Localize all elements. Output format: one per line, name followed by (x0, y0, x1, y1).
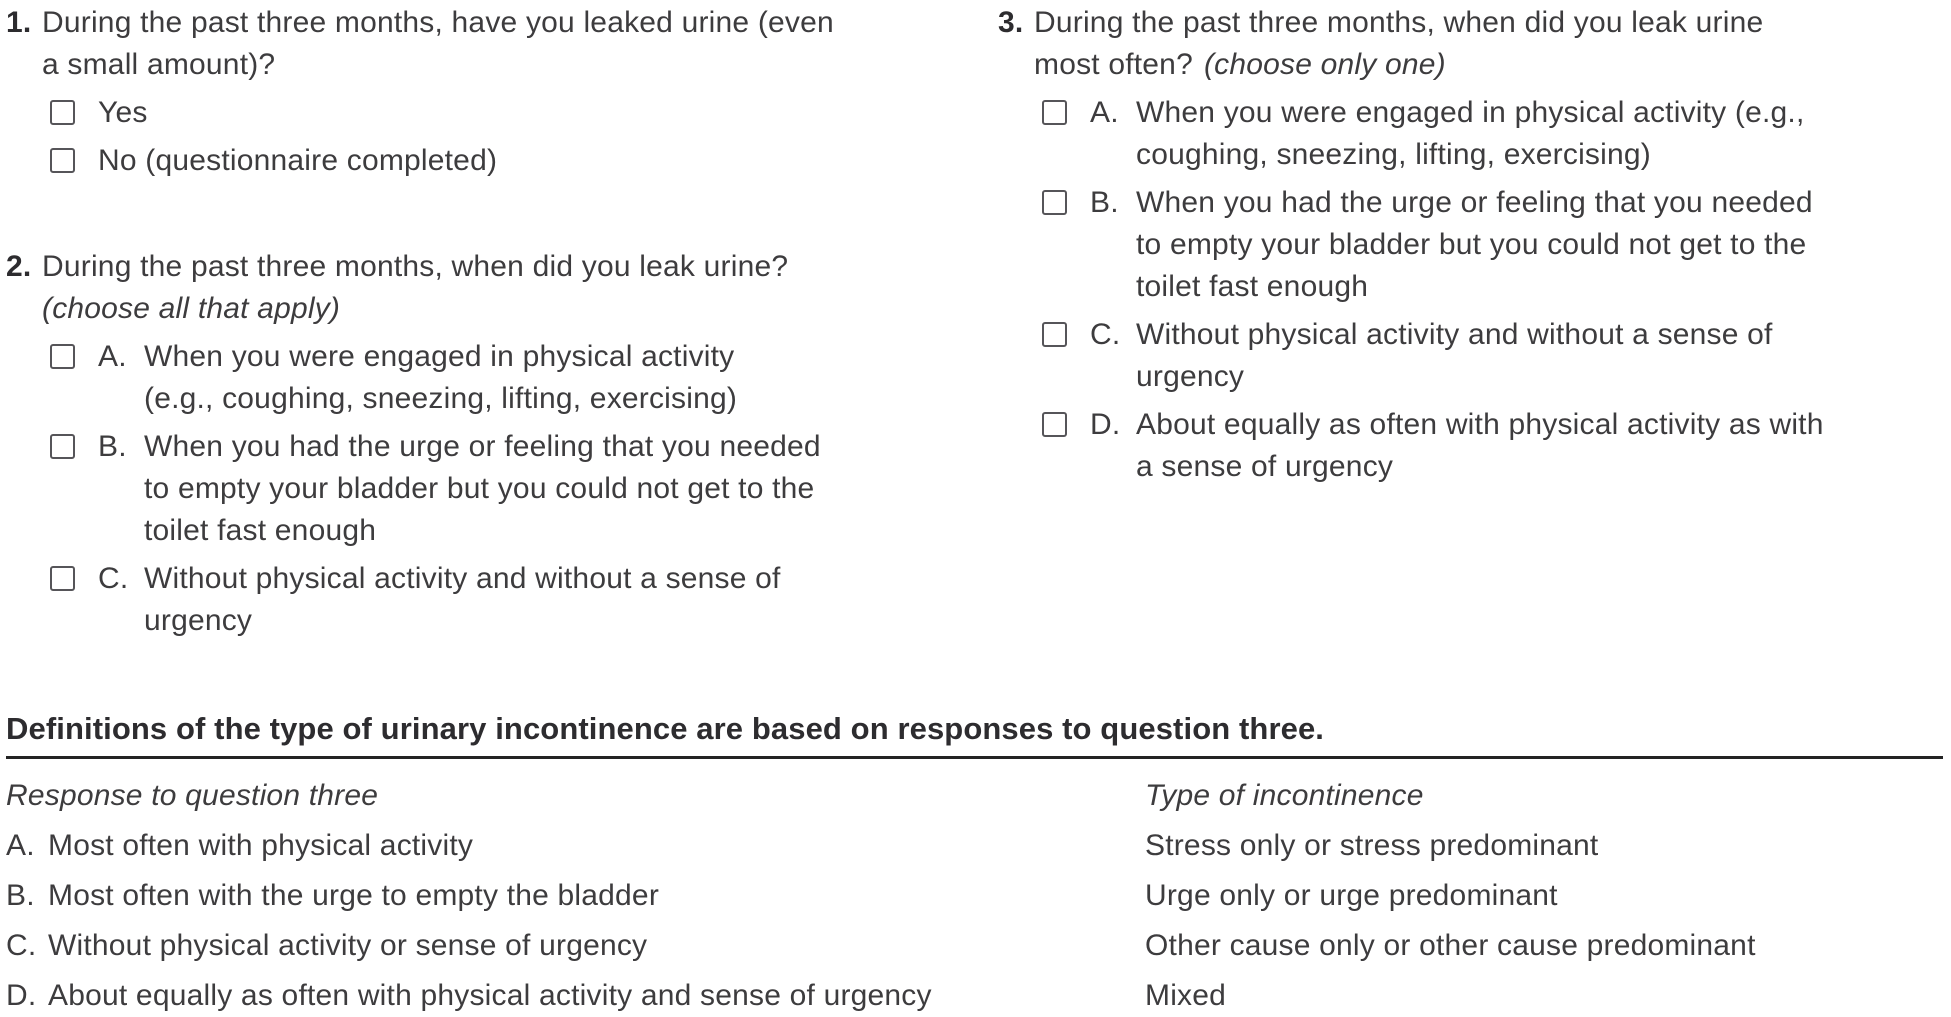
row-b-response: Most often with the urge to empty the bladder (48, 879, 660, 912)
type-cell-b: Urge only or urge predominant (1145, 879, 1558, 912)
table-header-response: Response to question three (6, 779, 379, 812)
q3-option-b-checkbox[interactable] (1042, 190, 1067, 215)
q3-option-d-label: About equally as often with physical activity as with a sense of urgency (1136, 408, 1824, 483)
question-3 (998, 2, 1943, 488)
questions-area (6, 2, 1943, 642)
definitions-table (6, 775, 1943, 1017)
q3-option-a-letter: A. (1090, 96, 1119, 129)
question-3-options (998, 92, 1943, 488)
question-1-option-no (6, 140, 954, 182)
q2-option-b-label: When you had the urge or feeling that you needed to empty your bladder but you could not get to the toilet fast enough (144, 430, 821, 547)
q3-option-d-checkbox[interactable] (1042, 412, 1067, 437)
question-2-options (6, 336, 954, 642)
table-row-a (6, 825, 1943, 867)
question-1-option-yes (6, 92, 954, 134)
question-3-number: 3. (998, 6, 1024, 39)
row-d-letter: D. (6, 979, 37, 1012)
question-2-option-c (6, 558, 954, 642)
question-3-hint: (choose only one) (1203, 48, 1446, 81)
q1-no-checkbox[interactable] (50, 148, 75, 173)
table-row-c (6, 925, 1943, 967)
question-2-option-a (6, 336, 954, 420)
response-cell-c (6, 925, 1145, 967)
question-2-hint: (choose all that apply) (42, 292, 341, 325)
q3-option-c-label: Without physical activity and without a sense of urgency (1136, 318, 1773, 393)
question-2-text: During the past three months, when did you leak urine? (42, 250, 789, 283)
q3-option-b-letter: B. (1090, 186, 1119, 219)
question-3-option-c (998, 314, 1943, 398)
question-3-option-a (998, 92, 1943, 176)
question-1-options (6, 92, 954, 182)
q2-option-a-label: When you were engaged in physical activity (e.g., coughing, sneezing, lifting, exercising) (144, 340, 738, 415)
question-2-option-b (6, 426, 954, 552)
questions-column-right (998, 2, 1943, 488)
q2-option-a-checkbox[interactable] (50, 344, 75, 369)
question-3-head (998, 2, 1943, 86)
q3-option-c-checkbox[interactable] (1042, 322, 1067, 347)
row-d-response: About equally as often with physical activity and sense of urgency (48, 979, 932, 1012)
table-header-row (6, 775, 1943, 817)
definitions-heading: Definitions of the type of urinary incontinence are based on responses to question three. (6, 711, 1324, 746)
row-c-letter: C. (6, 929, 37, 962)
q2-option-c-letter: C. (98, 562, 129, 595)
question-1-number: 1. (6, 6, 32, 39)
question-3-text: During the past three months, when did you leak urine most often? (1034, 6, 1764, 81)
q2-option-b-checkbox[interactable] (50, 434, 75, 459)
table-row-b (6, 875, 1943, 917)
question-1 (6, 2, 954, 182)
definitions-section (6, 708, 1943, 1017)
question-3-option-d (998, 404, 1943, 488)
q3-option-c-letter: C. (1090, 318, 1121, 351)
question-2 (6, 246, 954, 642)
q2-option-a-letter: A. (98, 340, 127, 373)
question-2-head (6, 246, 954, 330)
question-3-text-wrap (1034, 2, 1943, 86)
table-row-d (6, 975, 1943, 1017)
q1-yes-checkbox[interactable] (50, 100, 75, 125)
question-1-text-wrap (42, 2, 954, 86)
row-a-response: Most often with physical activity (48, 829, 474, 862)
q3-option-b-label: When you had the urge or feeling that you needed to empty your bladder but you could not get to the toilet fast enough (1136, 186, 1813, 303)
response-cell-a (6, 825, 1145, 867)
q3-option-a-checkbox[interactable] (1042, 100, 1067, 125)
row-a-letter: A. (6, 829, 35, 862)
q2-option-c-label: Without physical activity and without a sense of urgency (144, 562, 781, 637)
row-c-response: Without physical activity or sense of urgency (48, 929, 648, 962)
q3-option-d-letter: D. (1090, 408, 1121, 441)
question-1-text: During the past three months, have you leaked urine (even a small amount)? (42, 6, 834, 81)
response-cell-b (6, 875, 1145, 917)
row-b-letter: B. (6, 879, 35, 912)
q2-option-b-letter: B. (98, 430, 127, 463)
q1-yes-label: Yes (98, 96, 148, 129)
q1-no-label: No (questionnaire completed) (98, 144, 498, 177)
type-cell-a: Stress only or stress predominant (1145, 829, 1599, 862)
q2-option-c-checkbox[interactable] (50, 566, 75, 591)
table-header-type: Type of incontinence (1145, 779, 1424, 812)
divider-rule (6, 756, 1943, 759)
response-cell-d (6, 975, 1145, 1017)
question-3-option-b (998, 182, 1943, 308)
type-cell-d: Mixed (1145, 979, 1227, 1012)
type-cell-c: Other cause only or other cause predominant (1145, 929, 1756, 962)
question-2-text-wrap (42, 246, 954, 330)
questions-column-left (6, 2, 954, 642)
q3-option-a-label: When you were engaged in physical activity (e.g., coughing, sneezing, lifting, exercising) (1136, 96, 1805, 171)
question-2-number: 2. (6, 250, 32, 283)
question-1-head (6, 2, 954, 86)
